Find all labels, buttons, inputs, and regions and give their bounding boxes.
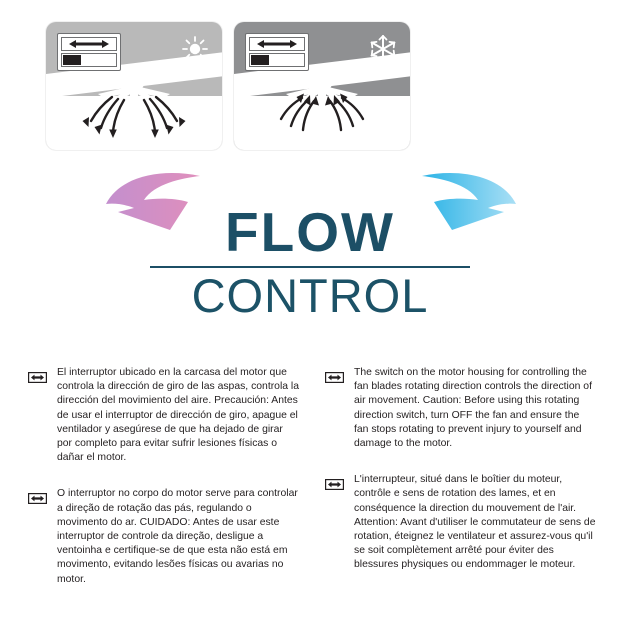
note-spanish xyxy=(28,366,299,465)
logo-word-flow: FLOW xyxy=(225,201,395,263)
snowflake-icon xyxy=(368,34,398,64)
illustration-panels xyxy=(46,22,574,150)
right-column xyxy=(325,366,596,609)
sun-icon xyxy=(182,36,208,62)
logo-word-control: CONTROL xyxy=(191,269,429,322)
switch-row-top xyxy=(249,37,305,51)
note-text: O interruptor no corpo do motor serve para controlar a direção de rotação das pás, regulando o movimento do ar. CUIDADO: Antes de usar este interruptor de controle da direção, desligue a ventoinha e certifique-se de que esta não está em movimento, evitando lesões físicas ou avarias no motor. xyxy=(57,488,298,585)
left-right-arrow-icon xyxy=(67,39,111,49)
switch-row-bottom xyxy=(61,53,117,67)
note-portuguese xyxy=(28,487,299,586)
switch-row-top xyxy=(61,37,117,51)
left-column xyxy=(28,366,299,609)
double-arrow-icon xyxy=(325,370,344,381)
instruction-columns xyxy=(28,366,596,609)
double-arrow-icon xyxy=(325,477,344,488)
switch-toggle-block xyxy=(63,55,81,65)
ceiling-fan-updraft-icon xyxy=(262,66,382,144)
note-french xyxy=(325,473,596,572)
note-english xyxy=(325,366,596,451)
double-arrow-icon xyxy=(28,491,47,502)
flow-control-logo xyxy=(0,168,620,328)
ceiling-fan-downdraft-icon xyxy=(74,66,194,144)
note-text: The switch on the motor housing for controlling the fan blades rotating direction controls the direction of air movement. Caution: Before using this rotating direction switch, turn OFF the fan and ensure the fan stops rotating to prevent injury to yourself and damage to the motor. xyxy=(354,367,592,450)
switch-toggle-block xyxy=(251,55,269,65)
winter-mode-panel xyxy=(234,22,410,150)
note-text: L'interrupteur, situé dans le boîtier du moteur, contrôle e sens de rotation des lames, et en conséquence la direction du mouvement de l'air. Attention: Avant d'utiliser le commutateur de sens de rotation, éteignez le ventilateur et assurez-vous qu'il se soit complètement arrêté pour éviter des blessures physiques ou endommager le moteur. xyxy=(354,474,596,571)
switch-row-bottom xyxy=(249,53,305,67)
note-text: El interruptor ubicado en la carcasa del motor que controla la dirección de giro de las aspas, controla la dirección del movimiento del aire. Precaución: Antes de usar el interruptor de dirección de giro, apague el ventilador y asegúrese de que ha dejado de girar por completo para evitar sufrir lesiones físicas o dañar el motor. xyxy=(57,367,300,464)
left-right-arrow-icon xyxy=(255,39,299,49)
double-arrow-icon xyxy=(28,370,47,381)
summer-mode-panel xyxy=(46,22,222,150)
